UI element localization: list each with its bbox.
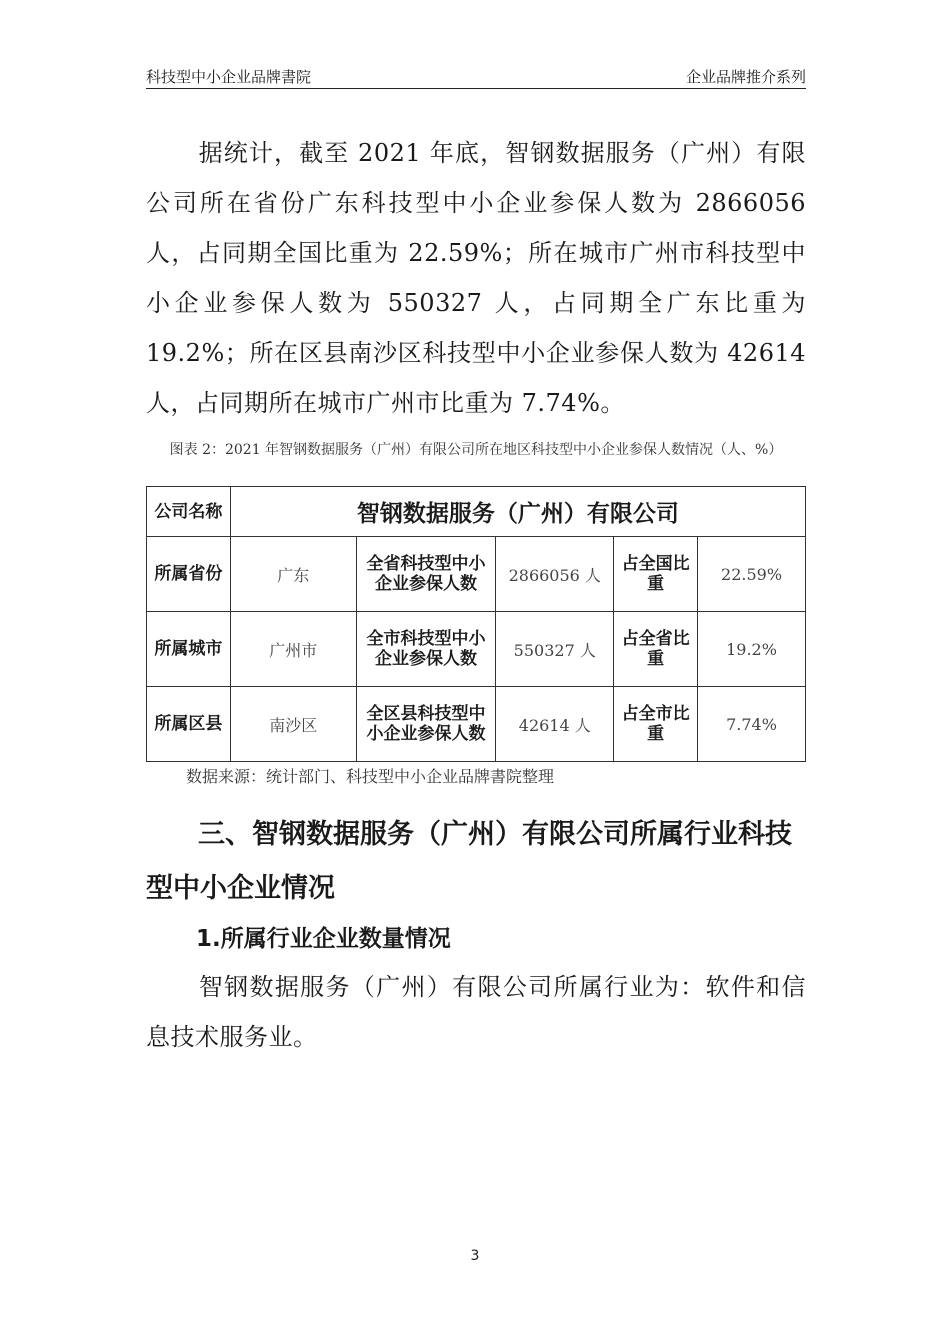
intro-paragraph: [146, 128, 806, 428]
share-cell: 7.74%: [698, 687, 806, 762]
metric-label-cell: 全省科技型中小企业参保人数: [356, 537, 496, 612]
table-row: [147, 612, 806, 687]
region-cell: 南沙区: [230, 687, 356, 762]
header-divider: [146, 88, 806, 89]
share-label-cell: 占全省比重: [614, 612, 698, 687]
section-heading-text: 三、智钢数据服务（广州）有限公司所属行业科技型中小企业情况: [146, 819, 792, 904]
industry-paragraph-text: 智钢数据服务（广州）有限公司所属行业为：软件和信息技术服务业。: [146, 973, 806, 1051]
count-cell: 2866056 人: [496, 537, 614, 612]
metric-label-cell: 全区县科技型中小企业参保人数: [356, 687, 496, 762]
share-label-cell: 占全市比重: [614, 687, 698, 762]
share-cell: 22.59%: [698, 537, 806, 612]
company-name-cell: 智钢数据服务（广州）有限公司: [230, 487, 805, 537]
table-caption: 图表 2：2021 年智钢数据服务（广州）有限公司所在地区科技型中小企业参保人数情况（人、%）: [169, 442, 783, 458]
table-row: [147, 687, 806, 762]
share-cell: 19.2%: [698, 612, 806, 687]
metric-label-cell: 全市科技型中小企业参保人数: [356, 612, 496, 687]
section-heading: [146, 808, 806, 916]
insured-count-table: [146, 486, 806, 762]
level-label-cell: 所属区县: [147, 687, 231, 762]
share-label-cell: 占全国比重: [614, 537, 698, 612]
table-source-note: 数据来源：统计部门、科技型中小企业品牌書院整理: [186, 767, 555, 786]
header-left-title: 科技型中小企业品牌書院: [146, 68, 312, 86]
table-row: [147, 487, 806, 537]
subsection-heading: 1.所属行业企业数量情况: [196, 926, 451, 952]
intro-paragraph-text: 据统计，截至 2021 年底，智钢数据服务（广州）有限公司所在省份广东科技型中小企业参保人数为 2866056 人，占同期全国比重为 22.59%；所在城市广州市科技型中小企业参保人数为 550327 人，占同期全广东比重为 19.2%；所在区县南沙区科技型中小企业参保人数为 42614 人，占同期所在城市广州市比重为 7.74%。: [146, 139, 806, 417]
count-cell: 550327 人: [496, 612, 614, 687]
page-number: 3: [470, 1248, 480, 1264]
level-label-cell: 所属省份: [147, 537, 231, 612]
count-cell: 42614 人: [496, 687, 614, 762]
table-row: [147, 537, 806, 612]
industry-paragraph: [146, 962, 806, 1062]
company-label-cell: 公司名称: [147, 487, 231, 537]
level-label-cell: 所属城市: [147, 612, 231, 687]
header-right-title: 企业品牌推介系列: [685, 68, 806, 86]
region-cell: 广州市: [230, 612, 356, 687]
region-cell: 广东: [230, 537, 356, 612]
